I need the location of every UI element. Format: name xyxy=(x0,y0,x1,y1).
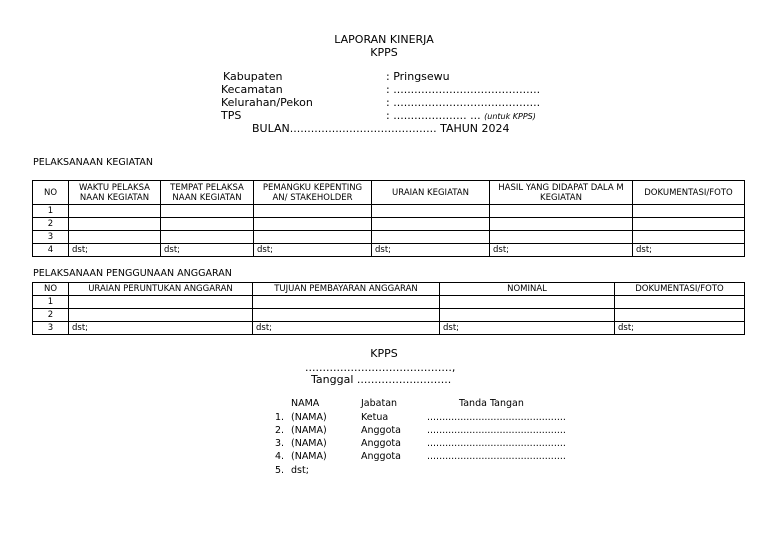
col-header-no: NO xyxy=(33,283,69,296)
meta-label-tps: TPS xyxy=(221,109,242,122)
sig-nama: (NAMA) xyxy=(291,412,327,423)
col-header-waktu: WAKTU PELAKSA NAAN KEGIATAN xyxy=(69,181,161,205)
cell-tujuan-pembayaran[interactable] xyxy=(253,296,440,309)
table-row xyxy=(33,244,745,257)
section-kegiatan-title: PELAKSANAAN KEGIATAN xyxy=(33,157,153,168)
cell-dokumentasi[interactable]: dst; xyxy=(633,244,745,257)
bulan-tahun-line: BULAN.......................................... TAHUN 2024 xyxy=(252,122,510,135)
kegiatan-table xyxy=(32,180,745,257)
cell-no: 3 xyxy=(33,231,69,244)
table-row xyxy=(33,309,745,322)
sig-nama: (NAMA) xyxy=(291,451,327,462)
section-anggaran-title: PELAKSANAAN PENGGUNAAN ANGGARAN xyxy=(33,268,232,279)
sig-num: 1. xyxy=(275,412,285,423)
sig-num: 4. xyxy=(275,451,285,462)
cell-dokumentasi[interactable]: dst; xyxy=(615,322,745,335)
sig-jabatan: Anggota xyxy=(361,425,401,436)
meta-value-kelurahan: : .......................................... xyxy=(386,96,541,109)
sig-nama: (NAMA) xyxy=(291,438,327,449)
sig-jabatan: Anggota xyxy=(361,451,401,462)
meta-tps-note: (untuk KPPS) xyxy=(484,112,536,121)
table-header-row xyxy=(33,283,745,296)
table-row xyxy=(33,205,745,218)
meta-label-kecamatan: Kecamatan xyxy=(221,83,283,96)
cell-hasil[interactable]: dst; xyxy=(490,244,633,257)
cell-dokumentasi[interactable] xyxy=(633,218,745,231)
cell-tempat[interactable]: dst; xyxy=(161,244,254,257)
sig-nama: dst; xyxy=(291,465,309,476)
meta-value-tps-dots: : ..................... ... xyxy=(386,109,481,122)
cell-dokumentasi[interactable] xyxy=(633,205,745,218)
meta-value-kecamatan: : .......................................... xyxy=(386,83,541,96)
cell-uraian-peruntukan[interactable] xyxy=(69,296,253,309)
cell-no: 1 xyxy=(33,296,69,309)
cell-waktu[interactable] xyxy=(69,205,161,218)
cell-pemangku[interactable]: dst; xyxy=(254,244,372,257)
meta-label-kelurahan: Kelurahan/Pekon xyxy=(221,96,313,109)
sig-header-nama: NAMA xyxy=(291,398,320,409)
col-header-nominal: NOMINAL xyxy=(440,283,615,296)
cell-tempat[interactable] xyxy=(161,218,254,231)
cell-waktu[interactable]: dst; xyxy=(69,244,161,257)
cell-waktu[interactable] xyxy=(69,231,161,244)
cell-hasil[interactable] xyxy=(490,231,633,244)
cell-hasil[interactable] xyxy=(490,205,633,218)
col-header-dokumentasi: DOKUMENTASI/FOTO xyxy=(615,283,745,296)
signature-date-line: Tanggal ........................... xyxy=(311,373,452,386)
sig-nama: (NAMA) xyxy=(291,425,327,436)
cell-nominal[interactable]: dst; xyxy=(440,322,615,335)
sig-header-ttd: Tanda Tangan xyxy=(459,398,524,409)
sig-num: 2. xyxy=(275,425,285,436)
cell-uraian[interactable]: dst; xyxy=(372,244,490,257)
sig-num: 5. xyxy=(275,465,285,476)
meta-value-tps xyxy=(386,109,536,122)
cell-no: 2 xyxy=(33,309,69,322)
cell-no: 4 xyxy=(33,244,69,257)
sig-header-jabatan: Jabatan xyxy=(361,398,398,409)
sig-ttd-line: .............................................. xyxy=(427,425,566,436)
cell-tempat[interactable] xyxy=(161,231,254,244)
cell-no: 1 xyxy=(33,205,69,218)
col-header-pemangku: PEMANGKU KEPENTING AN/ STAKEHOLDER xyxy=(254,181,372,205)
sig-jabatan: Anggota xyxy=(361,438,401,449)
cell-no: 3 xyxy=(33,322,69,335)
cell-dokumentasi[interactable] xyxy=(615,296,745,309)
cell-tujuan-pembayaran[interactable] xyxy=(253,309,440,322)
cell-waktu[interactable] xyxy=(69,218,161,231)
col-header-hasil: HASIL YANG DIDAPAT DALA M KEGIATAN xyxy=(490,181,633,205)
cell-pemangku[interactable] xyxy=(254,231,372,244)
table-header-row xyxy=(33,181,745,205)
table-row xyxy=(33,218,745,231)
col-header-tempat: TEMPAT PELAKSA NAAN KEGIATAN xyxy=(161,181,254,205)
cell-dokumentasi[interactable] xyxy=(615,309,745,322)
cell-nominal[interactable] xyxy=(440,296,615,309)
table-row xyxy=(33,231,745,244)
sig-ttd-line: .............................................. xyxy=(427,438,566,449)
col-header-uraian: URAIAN KEGIATAN xyxy=(372,181,490,205)
cell-dokumentasi[interactable] xyxy=(633,231,745,244)
cell-uraian-peruntukan[interactable]: dst; xyxy=(69,322,253,335)
cell-uraian[interactable] xyxy=(372,218,490,231)
meta-value-kabupaten: : Pringsewu xyxy=(386,70,450,83)
cell-no: 2 xyxy=(33,218,69,231)
signature-place-line: .........................................., xyxy=(305,361,456,374)
table-row xyxy=(33,322,745,335)
sig-ttd-line: .............................................. xyxy=(427,412,566,423)
cell-hasil[interactable] xyxy=(490,218,633,231)
meta-label-kabupaten: Kabupaten xyxy=(223,70,283,83)
col-header-no: NO xyxy=(33,181,69,205)
cell-tujuan-pembayaran[interactable]: dst; xyxy=(253,322,440,335)
col-header-dokumentasi: DOKUMENTASI/FOTO xyxy=(633,181,745,205)
signature-kpps-heading: KPPS xyxy=(370,347,398,360)
cell-uraian-peruntukan[interactable] xyxy=(69,309,253,322)
cell-nominal[interactable] xyxy=(440,309,615,322)
cell-tempat[interactable] xyxy=(161,205,254,218)
sig-num: 3. xyxy=(275,438,285,449)
report-title: LAPORAN KINERJA xyxy=(334,33,434,46)
report-subtitle: KPPS xyxy=(370,46,398,59)
cell-uraian[interactable] xyxy=(372,205,490,218)
sig-ttd-line: .............................................. xyxy=(427,451,566,462)
cell-uraian[interactable] xyxy=(372,231,490,244)
sig-jabatan: Ketua xyxy=(361,412,389,423)
anggaran-table xyxy=(32,282,745,335)
col-header-uraian-peruntukan: URAIAN PERUNTUKAN ANGGARAN xyxy=(69,283,253,296)
cell-pemangku[interactable] xyxy=(254,218,372,231)
cell-pemangku[interactable] xyxy=(254,205,372,218)
col-header-tujuan-pembayaran: TUJUAN PEMBAYARAN ANGGARAN xyxy=(253,283,440,296)
table-row xyxy=(33,296,745,309)
